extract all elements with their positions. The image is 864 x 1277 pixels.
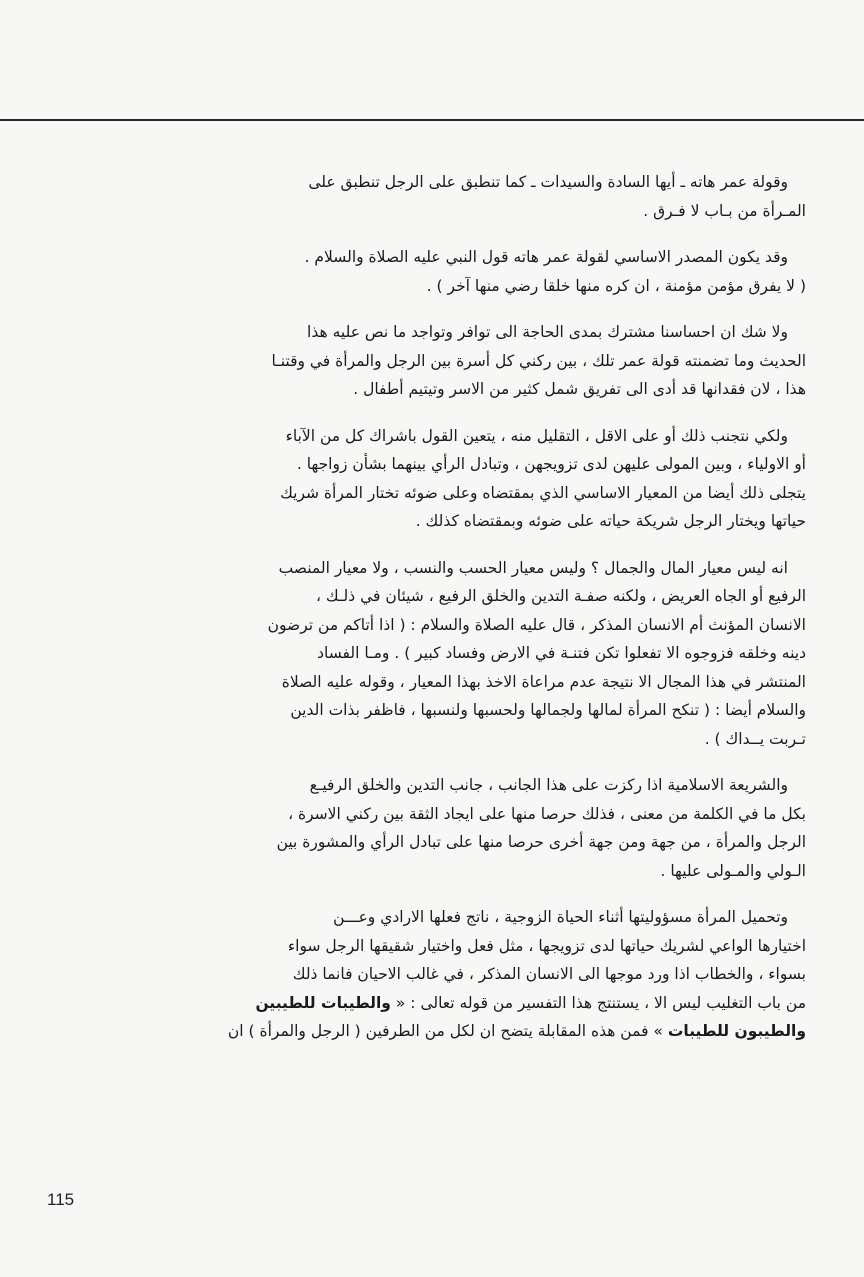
text-line: الحديث وما تضمنته قولة عمر تلك ، بين ركني كل أسرة بين الرجل والمرأة في وقتنـا bbox=[271, 351, 806, 370]
paragraph bbox=[78, 771, 806, 885]
header-rule bbox=[0, 119, 864, 121]
text-line: والسلام أيضا : ( تنكح المرأة لمالها ولجمالها ولحسبها ولنسبها ، فاظفر بذات الدين bbox=[290, 701, 806, 719]
text-segment: من باب التغليب ليس الا ، يستنتج هذا التفسير من قوله تعالى : « bbox=[390, 993, 806, 1012]
text-line: والشريعة الاسلامية اذا ركزت على هذا الجانب ، جانب التدين والخلق الرفيـع bbox=[309, 776, 788, 794]
text-line: بسواء ، والخطاب اذا ورد موجها الى الانسان المذكر ، في غالب الاحيان فانما ذلك bbox=[292, 965, 806, 983]
paragraph bbox=[78, 318, 806, 404]
text-segment: » فمن هذه المقابلة يتضح ان لكل من الطرفين ( الرجل والمرأة ) ان bbox=[227, 1022, 668, 1040]
paragraph bbox=[78, 243, 806, 300]
text-line: ولكي نتجنب ذلك أو على الاقل ، التقليل منه ، يتعين القول باشراك كل من الآباء bbox=[285, 426, 788, 445]
text-line: أو الاولياء ، وبين المولى عليهن لدى تزويجهن ، وتبادل الرأي بينهما بشأن زواجها . bbox=[296, 455, 806, 473]
text-line: ( لا يفرق مؤمن مؤمنة ، ان كره منها خلقا رضي منها آخر ) . bbox=[426, 276, 806, 295]
body-text bbox=[78, 168, 806, 1046]
text-line bbox=[78, 1017, 806, 1046]
text-line: الرجل والمرأة ، من جهة ومن جهة أخرى حرصا منها على تبادل الرأي والمشورة بين bbox=[276, 833, 806, 851]
text-line: المـرأة من بـاب لا فـرق . bbox=[643, 201, 806, 220]
text-line: الـولي والمـولى عليها . bbox=[660, 861, 806, 880]
text-line: دينه وخلقه فزوجوه الا تفعلوا تكن فتنـة في الارض وفساد كبير ) . ومـا الفساد bbox=[317, 644, 806, 662]
text-line: وقد يكون المصدر الاساسي لقولة عمر هاته قول النبي عليه الصلاة والسلام . bbox=[304, 248, 788, 266]
text-line: المنتشر في هذا المجال الا نتيجة عدم مراعاة الاخذ بهذا المعيار ، وقوله عليه الصلاة bbox=[281, 672, 806, 691]
paragraph bbox=[78, 422, 806, 536]
text-line: ولا شك ان احساسنا مشترك بمدى الحاجة الى توافر وتواجد ما نص عليه هذا bbox=[307, 323, 788, 341]
paragraph bbox=[78, 903, 806, 1046]
text-line bbox=[78, 989, 806, 1018]
text-line: الانسان المؤنث أم الانسان المذكر ، قال عليه الصلاة والسلام : ( اذا أتاكم من ترضون bbox=[267, 615, 806, 634]
text-line: يتجلى ذلك أيضا من المعيار الاساسي الذي بمقتضاه وعلى ضوئه تختار المرأة شريك bbox=[280, 483, 806, 502]
paragraph bbox=[78, 168, 806, 225]
text-line: الرفيع أو الجاه العريض ، ولكنه صفـة التدين والخلق الرفيع ، شيئان في ذلـك ، bbox=[316, 587, 806, 605]
quran-quote: والطيبات للطيبين bbox=[255, 993, 391, 1012]
text-line: حياتها ويختار الرجل شريكة حياته على ضوئه وبمقتضاه كذلك . bbox=[415, 512, 806, 530]
quran-quote: والطيبون للطيبات bbox=[667, 1022, 806, 1040]
text-line: انه ليس معيار المال والجمال ؟ وليس معيار الحسب والنسب ، ولا معيار المنصب bbox=[278, 558, 788, 577]
text-line: وقولة عمر هاته ـ أيها السادة والسيدات ـ كما تنطبق على الرجل تنطبق على bbox=[308, 173, 788, 191]
paragraph bbox=[78, 554, 806, 754]
text-line: تـربت يــداك ) . bbox=[704, 729, 806, 748]
page-number: 115 bbox=[47, 1190, 75, 1209]
text-line: وتحميل المرأة مسؤوليتها أثناء الحياة الزوجية ، ناتج فعلها الارادي وعـــن bbox=[333, 908, 788, 926]
text-line: اختيارها الواعي لشريك حياتها لدى تزويجها ، مثل فعل واختيار شقيقها الرجل سواء bbox=[287, 936, 806, 955]
text-line: بكل ما في الكلمة من معنى ، فذلك حرصا منها على ايجاد الثقة بين ركني الاسرة ، bbox=[288, 804, 806, 823]
text-line: هذا ، لان فقدانها قد أدى الى تفريق شمل كثير من الاسر وتيتيم أطفال . bbox=[353, 380, 806, 398]
